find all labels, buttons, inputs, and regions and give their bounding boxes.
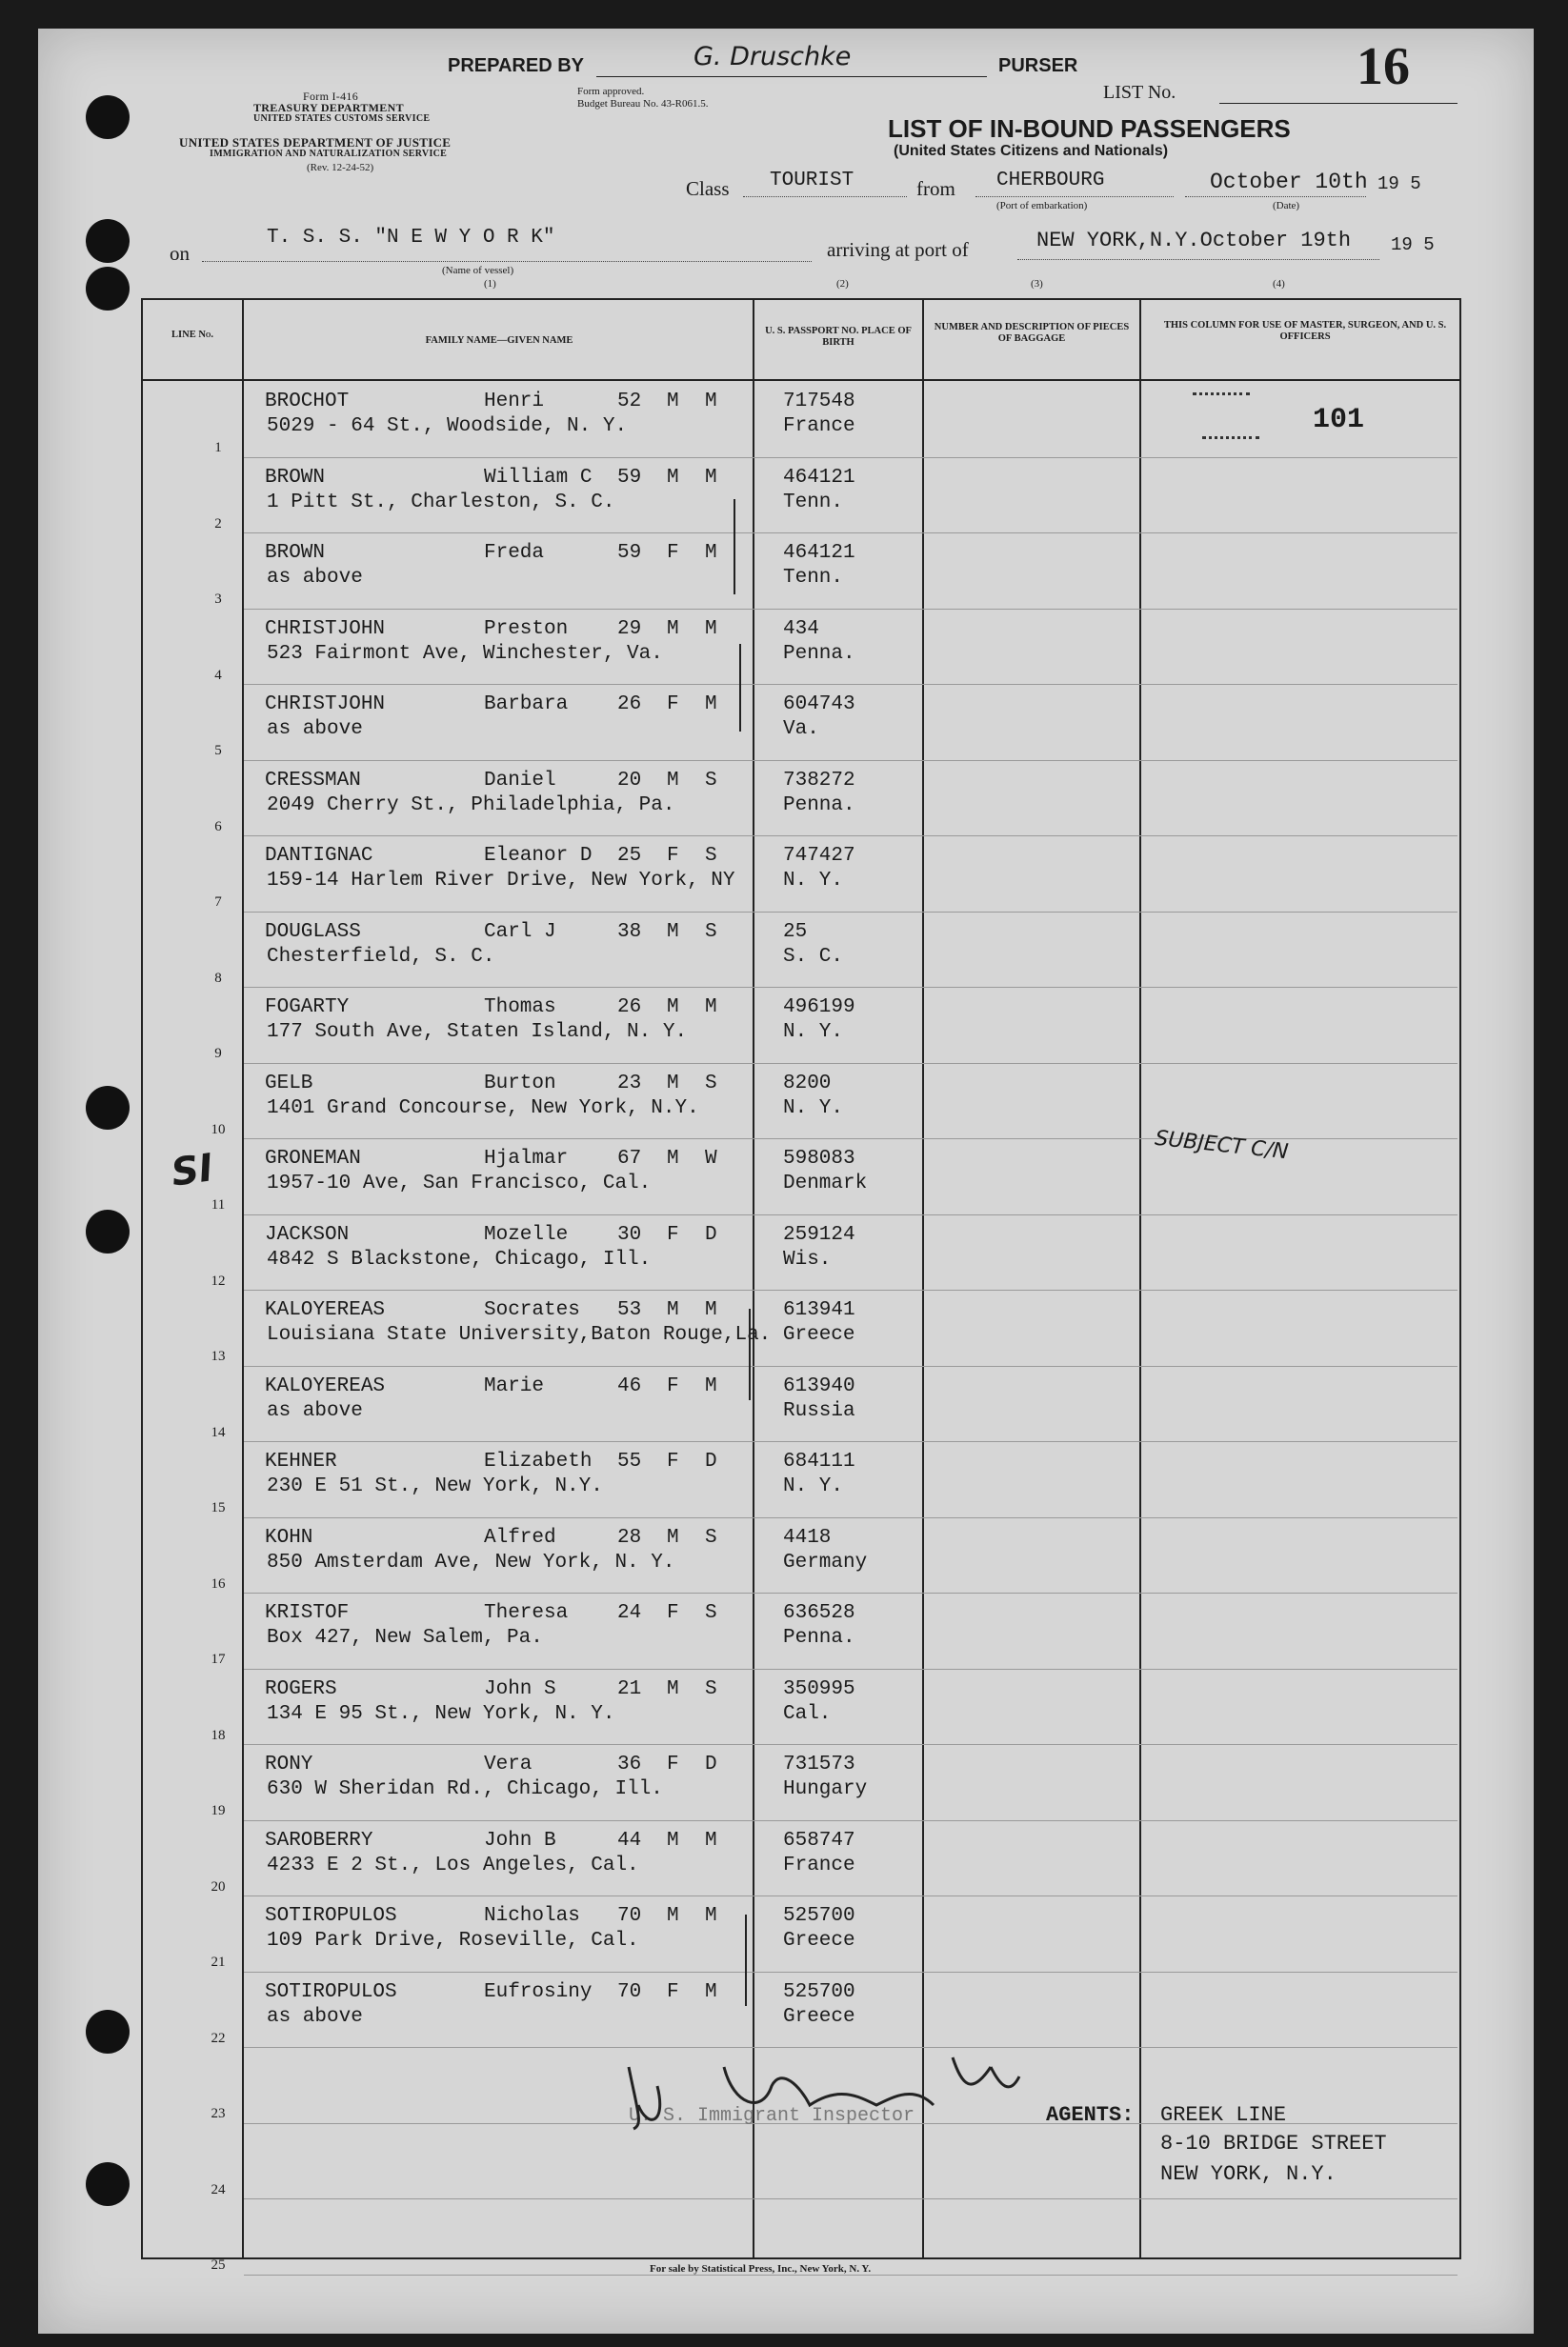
address: 4842 S Blackstone, Chicago, Ill. (267, 1248, 652, 1271)
sex: M (667, 617, 679, 640)
age: 59 (617, 466, 642, 489)
place-of-birth: Penna. (783, 642, 855, 665)
binder-hole (86, 267, 130, 311)
line-number: 20 (211, 1878, 226, 1895)
marital-status: W (705, 1148, 717, 1170)
column-number: (4) (1273, 278, 1285, 290)
marital-status: D (705, 1754, 717, 1775)
age: 59 (617, 542, 642, 564)
class-label: Class (686, 177, 730, 200)
purser-label: PURSER (998, 55, 1078, 76)
passport-number: 4418 (783, 1526, 832, 1549)
line-number: 9 (214, 1046, 222, 1061)
marital-status: D (705, 1223, 717, 1246)
place-of-birth: S. C. (783, 945, 844, 968)
line-number: 25 (211, 2257, 226, 2273)
family-bracket (739, 644, 741, 732)
age: 55 (617, 1451, 642, 1473)
place-of-birth: N. Y. (783, 1475, 844, 1497)
place-of-birth: Wis. (783, 1248, 832, 1271)
given-name: Mozelle (484, 1223, 569, 1246)
family-name: DOUGLASS (265, 920, 361, 943)
given-name: Freda (484, 542, 545, 564)
given-name: Eufrosiny (484, 1980, 593, 2003)
line-number: 15 (211, 1500, 226, 1515)
age: 44 (617, 1829, 642, 1852)
line-number: 11 (211, 1197, 226, 1213)
address: as above (267, 1399, 363, 1422)
marital-status: S (705, 769, 717, 792)
age: 26 (617, 996, 642, 1018)
age: 28 (617, 1526, 642, 1549)
sex: F (667, 1602, 679, 1624)
family-name: FOGARTY (265, 996, 350, 1018)
prepared-by-name: G. Druschke (694, 42, 852, 71)
form-line: UNITED STATES CUSTOMS SERVICE (253, 113, 431, 124)
place-of-birth: Greece (783, 1930, 855, 1952)
age: 26 (617, 693, 642, 715)
place-of-birth: Tenn. (783, 567, 844, 589)
passport-number: 636528 (783, 1602, 855, 1624)
justice-line: IMMIGRATION AND NATURALIZATION SERVICE (210, 149, 448, 159)
line-number: 1 (214, 440, 222, 455)
passport-number: 525700 (783, 1980, 855, 2003)
family-bracket (749, 1309, 751, 1400)
table-row (0, 1063, 1568, 1139)
sex: M (667, 920, 679, 943)
passport-number: 738272 (783, 769, 855, 792)
family-name: KALOYEREAS (265, 1299, 386, 1321)
passport-number: 496199 (783, 996, 855, 1018)
document-subtitle: (United States Citizens and Nationals) (894, 143, 1169, 159)
passport-number: 434 (783, 617, 819, 640)
table-row (0, 1669, 1568, 1745)
on-label: on (170, 242, 190, 265)
officer-marks (1202, 436, 1259, 439)
family-name: SOTIROPULOS (265, 1905, 397, 1927)
table-row (0, 457, 1568, 533)
col-header-passport: U. S. PASSPORT NO. PLACE OF BIRTH (765, 326, 912, 348)
table-row (0, 1820, 1568, 1896)
from-label: from (916, 177, 955, 200)
table-row (0, 532, 1568, 609)
line-number: 17 (211, 1652, 226, 1667)
given-name: Nicholas (484, 1905, 580, 1927)
passport-number: 464121 (783, 542, 855, 564)
age: 20 (617, 769, 642, 792)
prepared-by-underline (596, 76, 987, 77)
family-name: SOTIROPULOS (265, 1980, 397, 2003)
age: 70 (617, 1905, 642, 1927)
line-number: 21 (211, 1955, 226, 1970)
line-number: 4 (214, 667, 222, 683)
table-row (0, 684, 1568, 760)
marital-status: M (705, 391, 717, 412)
marital-status: S (705, 1072, 717, 1094)
address: 1401 Grand Concourse, New York, N.Y. (267, 1096, 699, 1119)
agents-line: GREEK LINE (1160, 2103, 1287, 2127)
sex: M (667, 1148, 679, 1170)
table-row (0, 609, 1568, 685)
address: 523 Fairmont Ave, Winchester, Va. (267, 642, 663, 665)
place-of-birth: Russia (783, 1399, 855, 1422)
address: Louisiana State University,Baton Rouge,La. Greece (267, 1324, 855, 1346)
table-row (0, 835, 1568, 912)
age: 52 (617, 391, 642, 412)
prepared-by-label: PREPARED BY (448, 55, 584, 76)
sex: F (667, 1223, 679, 1246)
form-line: Form I-416 (303, 90, 358, 103)
marital-status: M (705, 1374, 717, 1397)
list-no-underline (1219, 103, 1457, 104)
family-name: CRESSMAN (265, 769, 361, 792)
family-name: KOHN (265, 1526, 313, 1549)
place-of-birth: Hungary (783, 1778, 868, 1800)
address: 850 Amsterdam Ave, New York, N. Y. (267, 1551, 675, 1574)
approval-line: Form approved. (577, 86, 645, 97)
given-name: Barbara (484, 693, 569, 715)
list-no-label: LIST No. (1103, 82, 1176, 103)
arrival-dotline (1017, 259, 1379, 260)
sex: M (667, 1677, 679, 1700)
officer-count: 101 (1313, 404, 1365, 436)
family-name: JACKSON (265, 1223, 350, 1246)
sex: F (667, 845, 679, 867)
address: 109 Park Drive, Roseville, Cal. (267, 1930, 639, 1952)
age: 24 (617, 1602, 642, 1624)
address: 5029 - 64 St., Woodside, N. Y. (267, 415, 628, 437)
address: as above (267, 2005, 363, 2028)
given-name: Preston (484, 617, 569, 640)
marital-status: M (705, 1980, 717, 2003)
date-value: October 10th (1210, 170, 1368, 194)
margin-mark: SI (169, 1146, 216, 1195)
given-name: Hjalmar (484, 1148, 569, 1170)
address: 230 E 51 St., New York, N.Y. (267, 1475, 603, 1497)
place-of-birth: N. Y. (783, 1096, 844, 1119)
class-value: TOURIST (770, 170, 854, 191)
family-name: BROCHOT (265, 391, 350, 412)
place-of-birth: N. Y. (783, 870, 844, 892)
family-name: GELB (265, 1072, 313, 1094)
place-of-birth: Penna. (783, 793, 855, 816)
passport-number: 613941 (783, 1299, 855, 1321)
agents-label: AGENTS: (1046, 2103, 1135, 2127)
line-number: 12 (211, 1273, 226, 1289)
family-name: BROWN (265, 466, 326, 489)
address: 177 South Ave, Staten Island, N. Y. (267, 1021, 688, 1043)
list-number: 16 (1357, 37, 1410, 96)
marital-status: M (705, 542, 717, 564)
marital-status: S (705, 920, 717, 943)
date-caption: (Date) (1273, 200, 1300, 211)
officer-marks (1193, 392, 1250, 395)
document-title: LIST OF IN-BOUND PASSENGERS (888, 114, 1291, 143)
given-name: John B (484, 1829, 556, 1852)
binder-hole (86, 95, 130, 139)
sex: F (667, 1754, 679, 1775)
line-number: 14 (211, 1424, 226, 1440)
address: Chesterfield, S. C. (267, 945, 495, 968)
line-number: 13 (211, 1349, 226, 1364)
age: 29 (617, 617, 642, 640)
sex: M (667, 1905, 679, 1927)
age: 46 (617, 1374, 642, 1397)
passport-number: 604743 (783, 693, 855, 715)
col-header-officers: THIS COLUMN FOR USE OF MASTER, SURGEON, AND U. S. OFFICERS (1163, 320, 1447, 342)
age: 53 (617, 1299, 642, 1321)
address: 2049 Cherry St., Philadelphia, Pa. (267, 793, 675, 816)
col-header-baggage: NUMBER AND DESCRIPTION OF PIECES OF BAGGAGE (934, 322, 1130, 344)
table-row (0, 760, 1568, 836)
passport-number: 25 (783, 920, 808, 943)
place-of-birth: Tenn. (783, 491, 844, 513)
age: 30 (617, 1223, 642, 1246)
line-number: 16 (211, 1575, 226, 1592)
column-number: (2) (836, 278, 849, 290)
arriving-label: arriving at port of (827, 238, 969, 261)
line-number: 3 (214, 592, 222, 607)
marital-status: S (705, 1677, 717, 1700)
family-name: GRONEMAN (265, 1148, 361, 1170)
from-dotline (975, 196, 1174, 197)
footer-publisher: For sale by Statistical Press, Inc., New York, N. Y. (650, 2263, 872, 2275)
age: 38 (617, 920, 642, 943)
given-name: Elizabeth (484, 1451, 593, 1473)
approval-line: Budget Bureau No. 43-R061.5. (577, 98, 709, 110)
given-name: Theresa (484, 1602, 569, 1624)
address: 4233 E 2 St., Los Angeles, Cal. (267, 1854, 639, 1876)
place-of-birth: Germany (783, 1551, 868, 1574)
place-of-birth: Denmark (783, 1173, 868, 1194)
age: 25 (617, 845, 642, 867)
place-of-birth: France (783, 1854, 855, 1876)
family-name: KRISTOF (265, 1602, 350, 1624)
family-name: KEHNER (265, 1451, 337, 1473)
passport-number: 464121 (783, 466, 855, 489)
line-number: 23 (211, 2106, 226, 2121)
given-name: Alfred (484, 1526, 556, 1549)
from-caption: (Port of embarkation) (996, 200, 1088, 211)
table-row (0, 1214, 1568, 1291)
sex: M (667, 466, 679, 489)
place-of-birth: N. Y. (783, 1021, 844, 1043)
family-name: RONY (265, 1754, 313, 1775)
marital-status: M (705, 466, 717, 489)
age: 21 (617, 1677, 642, 1700)
sex: M (667, 1072, 679, 1094)
agents-line: 8-10 BRIDGE STREET (1160, 2132, 1387, 2156)
col-header-name: FAMILY NAME—GIVEN NAME (425, 335, 573, 346)
vessel-dotline (202, 261, 812, 262)
address: as above (267, 718, 363, 740)
table-row (0, 1138, 1568, 1214)
arrival-year: 19 5 (1391, 234, 1435, 255)
marital-status: D (705, 1451, 717, 1473)
date-year: 19 5 (1377, 173, 1421, 194)
address: 159-14 Harlem River Drive, New York, NY (267, 870, 735, 892)
form-line: TREASURY DEPARTMENT (253, 101, 404, 114)
passport-number: 613940 (783, 1374, 855, 1397)
justice-line: (Rev. 12-24-52) (307, 162, 374, 173)
table-row (0, 912, 1568, 988)
line-number: 10 (211, 1121, 226, 1137)
line-number: 6 (214, 818, 222, 834)
table-row (0, 1744, 1568, 1820)
arrival-value: NEW YORK,N.Y.October 19th (1036, 229, 1352, 252)
marital-status: S (705, 1526, 717, 1549)
table-row (0, 1290, 1568, 1366)
sex: F (667, 1451, 679, 1473)
age: 67 (617, 1148, 642, 1170)
age: 23 (617, 1072, 642, 1094)
marital-status: M (705, 693, 717, 715)
table-row (0, 987, 1568, 1063)
passport-number: 525700 (783, 1905, 855, 1927)
address: Box 427, New Salem, Pa. (267, 1627, 543, 1649)
given-name: Thomas (484, 996, 556, 1018)
vessel-value: T. S. S. "N E W Y O R K" (267, 227, 555, 249)
address: 1957-10 Ave, San Francisco, Cal. (267, 1173, 652, 1194)
sex: F (667, 1374, 679, 1397)
line-number: 8 (214, 970, 222, 986)
family-name: ROGERS (265, 1677, 337, 1700)
sex: M (667, 1526, 679, 1549)
passport-number: 731573 (783, 1754, 855, 1775)
place-of-birth: France (783, 415, 855, 437)
inspector-caption: U. S. Immigrant Inspector (629, 2105, 915, 2127)
given-name: Carl J (484, 920, 556, 943)
col-header-line-no: LINE No. (171, 330, 213, 340)
from-value: CHERBOURG (996, 170, 1105, 191)
given-name: William C (484, 466, 593, 489)
table-row (0, 1593, 1568, 1669)
passport-number: 684111 (783, 1451, 855, 1473)
marital-status: M (705, 1299, 717, 1321)
given-name: Eleanor D (484, 845, 593, 867)
justice-line: UNITED STATES DEPARTMENT OF JUSTICE (179, 135, 452, 150)
given-name: Marie (484, 1374, 545, 1397)
sex: M (667, 769, 679, 792)
age: 70 (617, 1980, 642, 2003)
line-number: 22 (211, 2030, 226, 2046)
line-number: 19 (211, 1803, 226, 1818)
place-of-birth: Cal. (783, 1702, 832, 1725)
passport-number: 350995 (783, 1677, 855, 1700)
sex: M (667, 1829, 679, 1852)
address: 134 E 95 St., New York, N. Y. (267, 1702, 615, 1725)
marital-status: M (705, 1829, 717, 1852)
table-row (0, 1517, 1568, 1594)
age: 36 (617, 1754, 642, 1775)
given-name: John S (484, 1677, 556, 1700)
sex: M (667, 391, 679, 412)
marital-status: M (705, 617, 717, 640)
line-number: 2 (214, 515, 222, 532)
marital-status: M (705, 1905, 717, 1927)
passport-number: 747427 (783, 845, 855, 867)
sex: F (667, 1980, 679, 2003)
passport-number: 8200 (783, 1072, 832, 1094)
family-bracket (745, 1915, 747, 2006)
given-name: Vera (484, 1754, 533, 1775)
line-number: 24 (211, 2181, 226, 2197)
marital-status: S (705, 845, 717, 867)
family-name: KALOYEREAS (265, 1374, 386, 1397)
table-row (0, 1366, 1568, 1442)
vessel-caption: (Name of vessel) (442, 265, 514, 276)
line-number: 5 (214, 743, 222, 758)
sex: F (667, 693, 679, 715)
sex: F (667, 542, 679, 564)
class-dotline (743, 196, 907, 197)
passport-number: 259124 (783, 1223, 855, 1246)
column-number: (3) (1031, 278, 1043, 290)
given-name: Daniel (484, 769, 556, 792)
address: 1 Pitt St., Charleston, S. C. (267, 491, 615, 513)
family-name: SAROBERRY (265, 1829, 373, 1852)
address: 630 W Sheridan Rd., Chicago, Ill. (267, 1778, 663, 1800)
sex: M (667, 1299, 679, 1321)
column-number: (1) (484, 278, 496, 290)
agents-line: NEW YORK, N.Y. (1160, 2162, 1337, 2186)
place-of-birth: Greece (783, 2005, 855, 2028)
inspector-signature (610, 2029, 1029, 2134)
passport-number: 598083 (783, 1148, 855, 1170)
table-row (0, 1896, 1568, 1972)
marital-status: S (705, 1602, 717, 1624)
date-dotline (1185, 196, 1366, 197)
family-name: BROWN (265, 542, 326, 564)
place-of-birth: Va. (783, 718, 819, 740)
given-name: Henri (484, 391, 545, 412)
line-number: 7 (214, 894, 222, 910)
passport-number: 658747 (783, 1829, 855, 1852)
line-number: 18 (211, 1727, 226, 1743)
family-name: DANTIGNAC (265, 845, 373, 867)
family-name: CHRISTJOHN (265, 617, 386, 640)
place-of-birth: Penna. (783, 1627, 855, 1649)
given-name: Socrates (484, 1299, 580, 1321)
family-name: CHRISTJOHN (265, 693, 386, 715)
binder-hole (86, 219, 130, 263)
address: as above (267, 567, 363, 589)
table-row (0, 1441, 1568, 1517)
given-name: Burton (484, 1072, 556, 1094)
subject-note: SUBJECT C/N (1154, 1126, 1290, 1165)
marital-status: M (705, 996, 717, 1018)
sex: M (667, 996, 679, 1018)
passport-number: 717548 (783, 391, 855, 412)
family-bracket (734, 499, 735, 594)
